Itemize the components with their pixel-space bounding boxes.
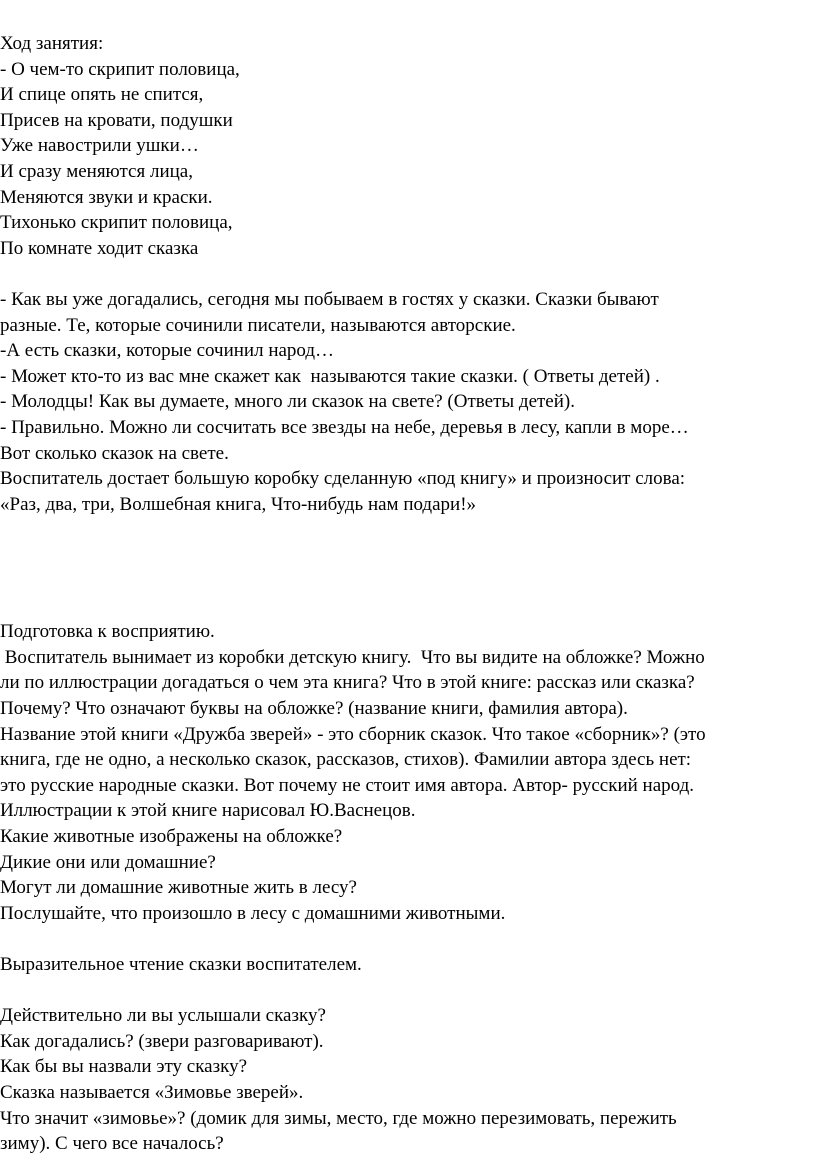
dialogue-line: Воспитатель достает большую коробку сделанную «под книгу» и произносит слова: xyxy=(0,468,686,490)
preparation-heading: Подготовка к восприятию. xyxy=(0,621,215,643)
document-page xyxy=(0,31,816,1157)
dialogue-line: - Как вы уже догадались, сегодня мы побываем в гостях у сказки. Сказки бывают xyxy=(0,288,659,310)
dialogue-line: Вот сколько сказок на свете. xyxy=(0,442,229,464)
poem-line: Уже навострили ушки… xyxy=(0,135,199,157)
dialogue-line: - Может кто-то из вас мне скажет как называются такие сказки. ( Ответы детей) . xyxy=(0,365,660,387)
preparation-line: Воспитатель вынимает из коробки детскую книгу. Что вы видите на обложке? Можно xyxy=(0,646,705,668)
poem-line: - О чем-то скрипит половица, xyxy=(0,58,240,80)
poem-line: По комнате ходит сказка xyxy=(0,237,199,259)
dialogue-line: -А есть сказки, которые сочинил народ… xyxy=(0,340,335,362)
preparation-line: Могут ли домашние животные жить в лесу? xyxy=(0,877,357,899)
poem-line: И спице опять не спится, xyxy=(0,84,204,106)
preparation-line: книга, где не одно, а несколько сказок, рассказов, стихов). Фамилии автора здесь нет: xyxy=(0,749,692,771)
poem-line: Меняются звуки и краски. xyxy=(0,186,213,208)
spacer xyxy=(0,926,816,952)
poem-line: Тихонько скрипит половица, xyxy=(0,212,233,234)
poem-line: Присев на кровати, подушки xyxy=(0,109,233,131)
dialogue-line: «Раз, два, три, Волшебная книга, Что-нибудь нам подари!» xyxy=(0,493,477,515)
poem-block xyxy=(0,57,816,262)
preparation-line: Дикие они или домашние? xyxy=(0,851,216,873)
preparation-line: это русские народные сказки. Вот почему не стоит имя автора. Автор- русский народ. xyxy=(0,774,695,796)
dialogue-line: - Правильно. Можно ли сосчитать все звезды на небе, деревья в лесу, капли в море… xyxy=(0,416,689,438)
preparation-line: Иллюстрации к этой книге нарисовал Ю.Васнецов. xyxy=(0,800,416,822)
dialogue-line: - Молодцы! Как вы думаете, много ли сказок на свете? (Ответы детей). xyxy=(0,391,575,413)
spacer xyxy=(0,261,816,287)
preparation-line: ли по иллюстрации догадаться о чем эта книга? Что в этой книге: рассказ или сказка? xyxy=(0,672,695,694)
preparation-line: Почему? Что означают буквы на обложке? (название книги, фамилия автора). xyxy=(0,698,628,720)
discussion-line: зиму). С чего все началось? xyxy=(0,1133,224,1155)
spacer xyxy=(0,978,816,1004)
discussion-line: Как бы вы назвали эту сказку? xyxy=(0,1056,247,1078)
discussion-line: Как догадались? (звери разговаривают). xyxy=(0,1030,324,1052)
reading-heading: Выразительное чтение сказки воспитателем. xyxy=(0,954,362,975)
discussion-line: Действительно ли вы услышали сказку? xyxy=(0,1005,326,1027)
dialogue-line: разные. Те, которые сочинили писатели, называются авторские. xyxy=(0,314,516,336)
poem-line: И сразу меняются лица, xyxy=(0,160,193,182)
spacer xyxy=(0,517,816,619)
preparation-line: Послушайте, что произошло в лесу с домашними животными. xyxy=(0,902,506,924)
discussion-line: Что значит «зимовье»? (домик для зимы, место, где можно перезимовать, пережить xyxy=(0,1107,677,1129)
preparation-block xyxy=(0,645,816,927)
discussion-block xyxy=(0,1003,816,1157)
lesson-heading: Ход занятия: xyxy=(0,33,104,54)
dialogue-block xyxy=(0,287,816,517)
preparation-line: Название этой книги «Дружба зверей» - это сборник сказок. Что такое «сборник»? (это xyxy=(0,723,706,745)
preparation-line: Какие животные изображены на обложке? xyxy=(0,826,343,848)
discussion-line: Сказка называется «Зимовье зверей». xyxy=(0,1081,304,1103)
